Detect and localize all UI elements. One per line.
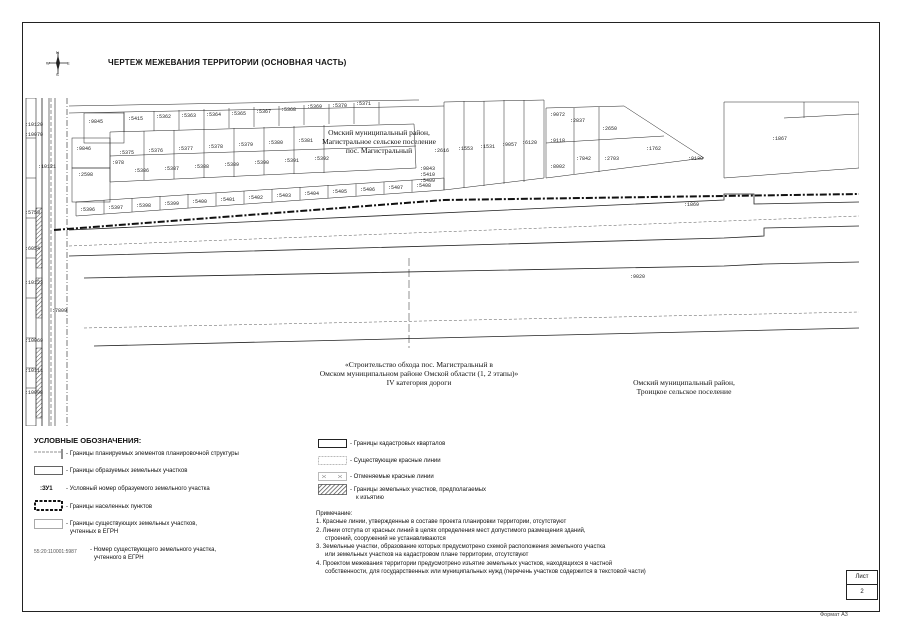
note-line: собственности, для государственных или муниципальных нужд (перечень участков содержится в текстовой части) bbox=[325, 569, 646, 576]
parcel-label: :1762 bbox=[646, 146, 662, 152]
parcel-label: :978 bbox=[112, 160, 125, 166]
legend-red-lines: - Существующие красные линии bbox=[350, 458, 441, 464]
parcel-label: :1869 bbox=[684, 202, 700, 208]
parcel-label: :5402 bbox=[248, 195, 264, 201]
sheet-label: Лист bbox=[847, 571, 877, 585]
compass-w: W bbox=[46, 60, 50, 66]
parcel-label: :7809 bbox=[52, 308, 68, 314]
road-project-label: «Строительство обхода пос. Магистральный в Омском муниципальном районе Омской области (1, 2 этапы)» IV категория дороги bbox=[319, 360, 519, 387]
existing-parcel-boundary-icon bbox=[34, 519, 64, 531]
parcel-label: :2616 bbox=[434, 148, 450, 154]
parcel-label: :9130 bbox=[688, 156, 704, 162]
parcel-label: :10121 bbox=[38, 164, 57, 170]
note-line: или земельных участков на кадастровом плане территории, отсутствуют bbox=[325, 552, 529, 559]
existing-red-line-icon bbox=[318, 456, 348, 466]
parcel-label: :5401 bbox=[220, 197, 236, 203]
parcel-label: :2598 bbox=[78, 172, 94, 178]
parcel-label: :8002 bbox=[550, 164, 566, 170]
compass-n: N bbox=[56, 50, 59, 55]
parcel-label: :1867 bbox=[772, 136, 788, 142]
note-line: 3. Земельные участки, образование которых предусмотрено схемой расположения земельного участка bbox=[316, 544, 606, 551]
settlement-label: Омский муниципальный район, Магистральное сельское поселение пос. Магистральный bbox=[322, 128, 436, 155]
parcel-label: :5409 bbox=[420, 178, 436, 184]
parcel-label: :5415 bbox=[128, 116, 144, 122]
parcel-label: :5386 bbox=[134, 168, 150, 174]
parcel-label: :5381 bbox=[298, 138, 314, 144]
formed-parcel-boundary-icon bbox=[34, 466, 64, 476]
parcel-label: :5404 bbox=[304, 191, 320, 197]
parcel-label: :6054 bbox=[25, 246, 41, 252]
map-drawing bbox=[24, 98, 859, 426]
parcel-label: :5410 bbox=[420, 172, 436, 178]
paper-format: Формат А3 bbox=[820, 612, 848, 618]
parcel-label: :7842 bbox=[576, 156, 592, 162]
parcel-label: :5406 bbox=[360, 187, 376, 193]
district-label: Омский муниципальный район, Троицкое сельское поселение bbox=[633, 378, 735, 396]
parcel-label: :5365 bbox=[231, 111, 247, 117]
legend-heading: УСЛОВНЫЕ ОБОЗНАЧЕНИЯ: bbox=[34, 436, 142, 445]
parcel-label: :5391 bbox=[284, 158, 300, 164]
parcel-label: :5403 bbox=[276, 193, 292, 199]
parcel-label: :5400 bbox=[192, 199, 208, 205]
parcel-label: :10098 bbox=[25, 390, 44, 396]
parcel-label: :10069 bbox=[25, 338, 44, 344]
parcel-label: :5399 bbox=[164, 201, 180, 207]
parcel-label: :5398 bbox=[136, 203, 152, 209]
seized-parcel-1 bbox=[36, 208, 42, 268]
zu-symbol: :ЗУ1 bbox=[40, 486, 53, 492]
legend-existing-parcels: - Границы существующих земельных участков, учтенных в ЕГРН bbox=[66, 521, 198, 535]
drawing-title: ЧЕРТЕЖ МЕЖЕВАНИЯ ТЕРРИТОРИИ (ОСНОВНАЯ ЧАСТЬ) bbox=[108, 58, 347, 67]
parcel-label: :5380 bbox=[268, 140, 284, 146]
compass-s: S bbox=[56, 72, 59, 76]
left-parcel-strip bbox=[26, 98, 36, 426]
parcel-label: :5390 bbox=[254, 160, 270, 166]
parcel-label: :5367 bbox=[256, 109, 272, 115]
cancelled-red-line-icon bbox=[318, 472, 348, 482]
parcel-label: :10123 bbox=[25, 280, 44, 286]
parcel-label: :6120 bbox=[522, 140, 538, 146]
legend-quarters: - Границы кадастровых кварталов bbox=[350, 441, 446, 447]
parcel-label: :5364 bbox=[206, 112, 222, 118]
parcel-label: :2703 bbox=[604, 156, 620, 162]
parcel-label: :5371 bbox=[356, 101, 372, 107]
parcel-label: :5368 bbox=[281, 107, 297, 113]
planned-structure-line-icon bbox=[34, 449, 64, 459]
parcel-label: :9843 bbox=[420, 166, 436, 172]
parcel-label: :5397 bbox=[108, 205, 124, 211]
cad-number-symbol: 55:20:110001:5987 bbox=[34, 549, 77, 555]
parcel-label: :5362 bbox=[156, 114, 172, 120]
compass-e: E bbox=[67, 60, 70, 66]
parcel-label: :5408 bbox=[416, 183, 432, 189]
compass-rose-icon bbox=[46, 50, 70, 76]
seized-parcel-icon bbox=[318, 484, 348, 496]
parcel-label: :10070 bbox=[25, 132, 44, 138]
parcel-label: :5378 bbox=[208, 144, 224, 150]
note-line: 2. Линии отступа от красных линий в целях определения мест допустимого размещения зданий, bbox=[316, 527, 586, 534]
note-line: строений, сооружений не устанавливаются bbox=[325, 535, 446, 542]
parcel-label: :9846 bbox=[76, 146, 92, 152]
parcel-label: :5369 bbox=[307, 104, 323, 110]
parcel-label: :9057 bbox=[502, 142, 518, 148]
parcel-label: :9118 bbox=[550, 138, 566, 144]
legend-formed-parcels: - Границы образуемых земельных участков bbox=[66, 468, 188, 474]
settlement-boundary-icon bbox=[34, 500, 64, 512]
parcel-label: :5753 bbox=[25, 210, 41, 216]
notes-block bbox=[316, 510, 746, 576]
parcel-label: :5392 bbox=[314, 156, 330, 162]
note-line: 4. Проектом межевания территории предусмотрено изъятие земельных участков, находящихся в частной bbox=[316, 560, 613, 567]
parcel-label: :5363 bbox=[181, 113, 197, 119]
legend-cad-number: - Номер существующего земельного участка, учтенного в ЕГРН bbox=[90, 547, 217, 561]
legend-planned-structure: - Границы планируемых элементов планировочной структуры bbox=[66, 451, 239, 457]
parcel-label: :9072 bbox=[550, 112, 566, 118]
sheet-number: 2 bbox=[860, 589, 864, 595]
parcel-label: :5407 bbox=[388, 185, 404, 191]
sheet-stamp bbox=[846, 570, 878, 600]
parcel-label: :5377 bbox=[178, 146, 194, 152]
parcel-label: :9845 bbox=[88, 119, 104, 125]
legend-zu-number: - Условный номер образуемого земельного участка bbox=[66, 486, 210, 492]
seized-parcel-3 bbox=[36, 348, 42, 418]
parcel-label: :5405 bbox=[332, 189, 348, 195]
note-line: 1. Красные линии, утвержденные в составе проекта планировки территории, отсутствуют bbox=[316, 519, 567, 526]
parcel-label: :9020 bbox=[630, 274, 646, 280]
parcel-label: :10111 bbox=[25, 368, 44, 374]
parcel-label: :5375 bbox=[119, 150, 135, 156]
parcel-label: :2650 bbox=[602, 126, 618, 132]
parcel-label: :1531 bbox=[480, 144, 496, 150]
parcel-label: :5396 bbox=[80, 207, 96, 213]
parcel-label: :5388 bbox=[194, 164, 210, 170]
parcel-label: :5370 bbox=[332, 103, 348, 109]
legend-cancelled-red-lines: - Отменяемые красные линии bbox=[350, 474, 434, 480]
parcel-label: :2837 bbox=[570, 118, 586, 124]
parcel-label: :5389 bbox=[224, 162, 240, 168]
cadastral-quarter-icon bbox=[318, 439, 348, 449]
parcel-label: :5376 bbox=[148, 148, 164, 154]
parcel-label: :10120 bbox=[25, 122, 44, 128]
legend-settlements: - Границы населенных пунктов bbox=[66, 504, 153, 510]
parcel-label: :5379 bbox=[238, 142, 254, 148]
notes-heading: Примечание: bbox=[316, 511, 353, 517]
parcel-label: :1553 bbox=[458, 146, 474, 152]
parcel-label: :5387 bbox=[164, 166, 180, 172]
legend-seized-parcels: - Границы земельных участков, предполагаемых к изъятию bbox=[350, 487, 487, 501]
